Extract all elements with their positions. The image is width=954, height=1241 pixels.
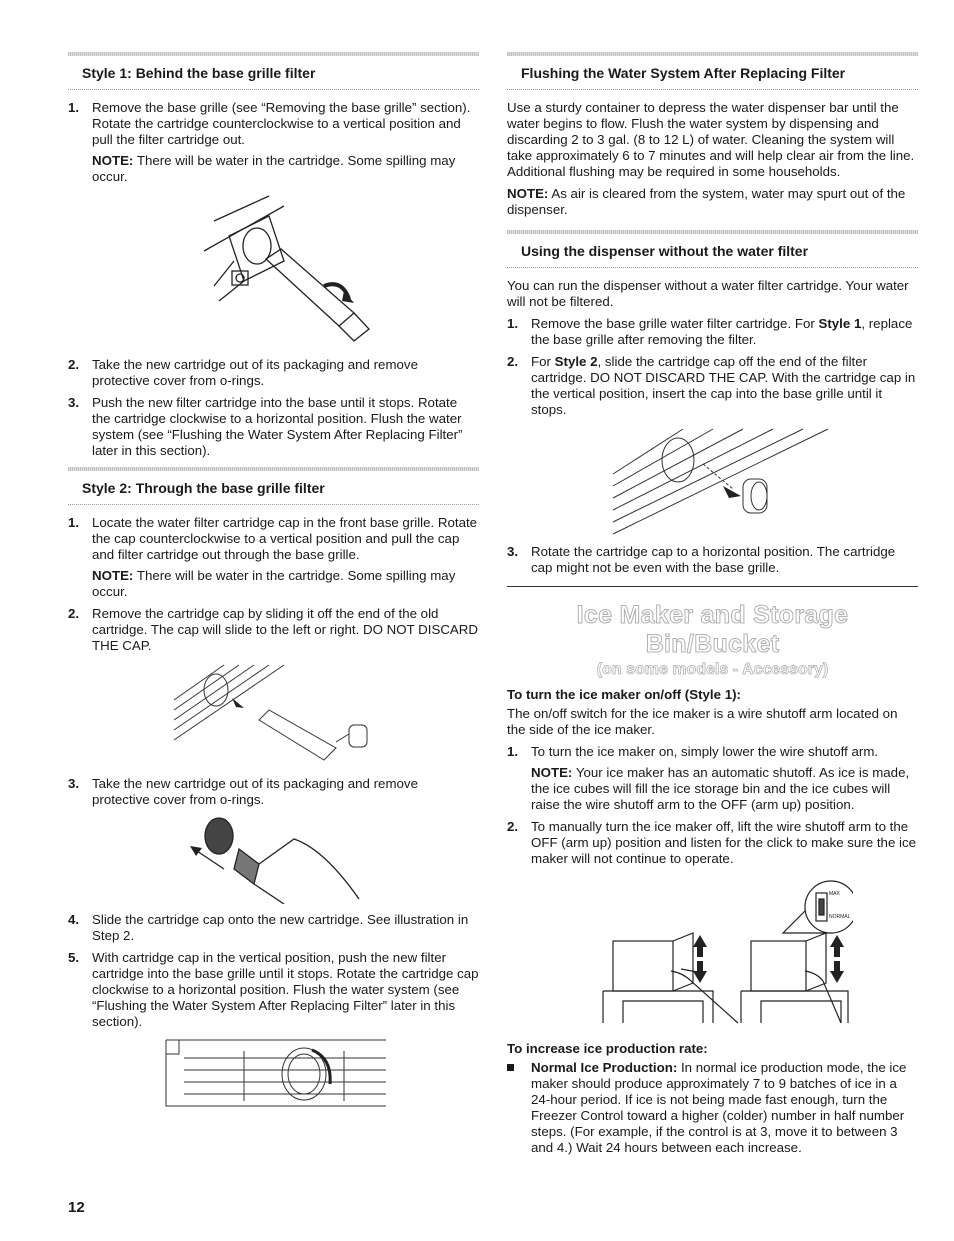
list-item: 4. Slide the cartridge cap onto the new cartridge. See illustration in Step 2. [68,912,469,943]
right-column [507,52,918,1156]
list-item: 1. Remove the base grille (see “Removing the base grille” section). Rotate the cartridge counterclockwise to a vertical position and pull the filter cartridge out. NOTE: There will be water in the cartridge. Some spilling may occur. [68,100,479,185]
note: NOTE: There will be water in the cartridge. Some spilling may occur. [92,568,456,599]
list-item: 1. Locate the water filter cartridge cap in the front base grille. Rotate the cap counterclockwise to a vertical position and pull the cap and filter cartridge out through the base grille. NOTE: There will be water in the cartridge. Some spilling may occur. [68,515,478,599]
ice-maker-illustration [573,873,853,1033]
flush-body: Use a sturdy container to depress the water dispenser bar until the water begins to flow. Flush the water system by dispensing and discarding 2 to 3 gal. (8 to 12 L) of water. Cleaning the system will take approximately 6 to 7 minutes and will help clear air from the line. Additional flushing may be required in some households. [507,100,915,179]
list-item: 2. For Style 2, slide the cartridge cap off the end of the filter cartridge. DO NOT DISCARD THE CAP. With the cartridge cap in the vertical position, insert the cap into the base grille until it stops. [507,354,916,417]
style1-steps [68,100,479,185]
style1-steps-continued [68,357,479,459]
protective-cover-illustration [184,814,364,904]
filter-removal-illustration [174,191,374,349]
nofilter-body: You can run the dispenser without a water filter cartridge. Your water will not be filtered. [507,278,909,309]
flush-heading: Flushing the Water System After Replacing Filter [507,56,918,90]
nofilter-steps-continued [507,544,918,576]
note: NOTE: As air is cleared from the system, water may spurt out of the dispenser. [507,186,906,217]
ice-maker-title: Ice Maker and Storage Bin/Bucket [576,601,849,658]
increase-heading: To increase ice production rate: [507,1041,708,1056]
list-item: 3. Take the new cartridge out of its packaging and remove protective cover from o-rings. [68,776,418,807]
list-item: 1. To turn the ice maker on, simply lower the wire shutoff arm. NOTE: Your ice maker has an automatic shutoff. As ice is made, the ice cubes will fill the ice storage bin and the ice cubes will raise the wire shutoff arm to the OFF (arm up) position. [507,744,918,813]
list-item: 3. Rotate the cartridge cap to a horizontal position. The cartridge cap might not be even with the base grille. [507,544,896,575]
cap-removal-illustration [164,660,384,768]
style2-steps-final [68,912,479,1030]
list-item: 5. With cartridge cap in the vertical position, push the new filter cartridge into the base grille until it stops. Rotate the cartridge cap clockwise to a horizontal position. Flush the water system (see “Flushing the Water System After Replacing Filter” later in this section). [68,950,479,1029]
style2-steps [68,515,479,654]
nofilter-heading: Using the dispenser without the water filter [507,234,918,268]
cap-in-grille-illustration [154,1036,394,1108]
style1-heading: Style 1: Behind the base grille filter [68,56,479,90]
increase-list [507,1060,918,1156]
list-item: 1. Remove the base grille water filter cartridge. For Style 1, replace the base grille after removing the filter. [507,316,913,347]
list-item: 2. Take the new cartridge out of its packaging and remove protective cover from o-rings. [68,357,418,388]
nofilter-steps [507,316,918,418]
page-number: 12 [68,1199,85,1216]
onoff-body: The on/off switch for the ice maker is a wire shutoff arm located on the side of the ice maker. [507,706,898,737]
bullet-square-icon [507,1064,514,1071]
cap-insert-illustration [593,424,833,536]
note: NOTE: Your ice maker has an automatic shutoff. As ice is made, the ice cubes will fill the ice storage bin and the ice cubes will raise the wire shutoff arm to the OFF (arm up) position. [531,765,910,812]
onoff-heading: To turn the ice maker on/off (Style 1): [507,687,741,702]
list-item: 3. Push the new filter cartridge into the base until it stops. Rotate the cartridge clockwise to a horizontal position. Flush the water system (see “Flushing the Water System After Replacing Filter” later in this section). [68,395,463,458]
ice-steps [507,744,918,867]
left-column [68,52,479,1116]
style2-heading: Style 2: Through the base grille filter [68,471,479,505]
max-label: MAX [828,891,840,897]
list-item: 2. To manually turn the ice maker off, lift the wire shutoff arm to the OFF (arm up) position and listen for the click to make sure the ice maker will not continue to operate. [507,819,917,866]
section-divider [507,586,918,587]
list-item: 2. Remove the cartridge cap by sliding it off the end of the old cartridge. The cap will slide to the left or right. DO NOT DISCARD THE CAP. [68,606,478,653]
normal-label: NORMAL [828,914,850,920]
ice-maker-subtitle: (on some models - Accessory) [596,661,829,678]
list-item: Normal Ice Production: In normal ice production mode, the ice maker should produce approximately 7 to 9 batches of ice in a 24-hour period. If ice is not being made fast enough, turn the Freezer Control toward a higher (colder) number in half number steps. (For example, if the control is at 3, move it to between 3 and 4.) Wait 24 hours between each increase. [507,1060,918,1156]
style2-steps-continued [68,776,479,808]
note: NOTE: There will be water in the cartridge. Some spilling may occur. [92,153,456,184]
